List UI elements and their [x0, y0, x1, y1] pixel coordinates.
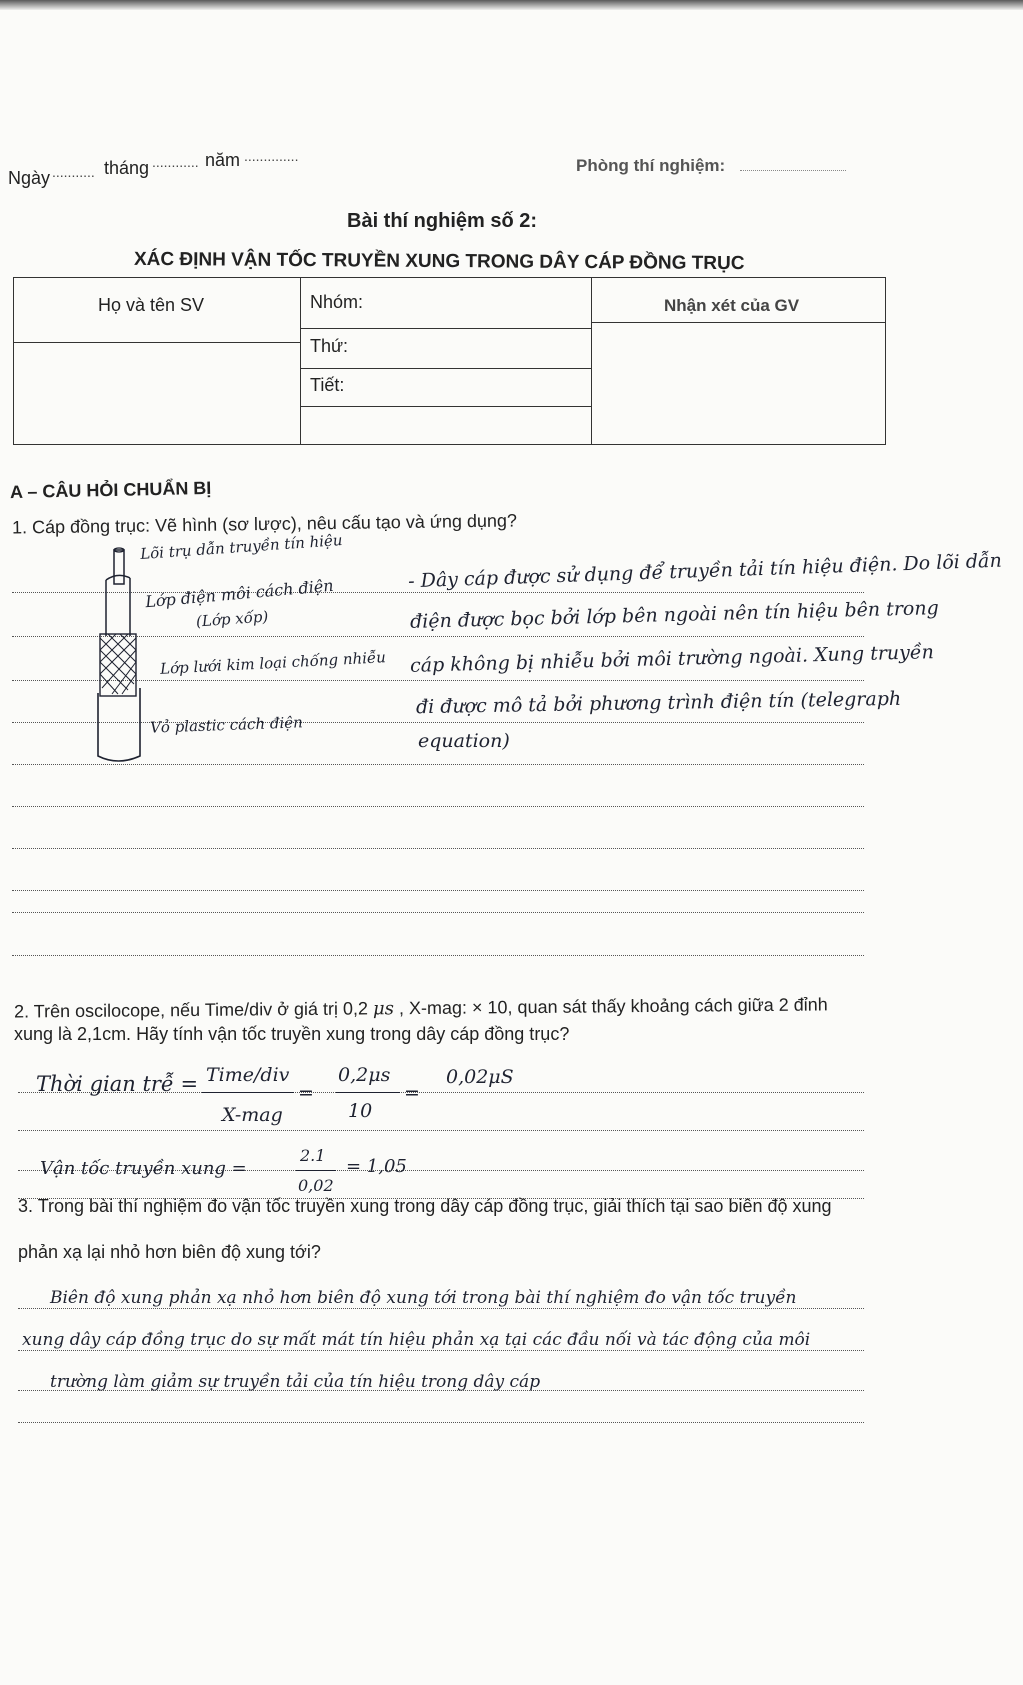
date-year-label: năm: [205, 150, 241, 170]
answer-line: [12, 848, 864, 849]
q2-result-velocity: = 1,05: [346, 1156, 407, 1177]
date-month-dots: ............: [152, 154, 199, 170]
table-rule-group: [300, 328, 591, 329]
q2-text-a: 2. Trên oscilocope, nếu Time/div ở giá trị 0,2: [13, 998, 369, 1022]
q2-unit: μs: [372, 998, 395, 1020]
lab-title: Bài thí nghiệm số 2:: [347, 210, 538, 232]
answer-line: [12, 955, 864, 956]
answer-line: [18, 1422, 864, 1423]
day-label: Thứ:: [310, 336, 349, 356]
section-a-heading: A – CÂU HỎI CHUẨN BỊ: [9, 477, 212, 503]
q2-frac3-num: 2.1: [300, 1146, 326, 1165]
student-info-table: [13, 277, 886, 445]
date-day-dots: ...........: [52, 164, 95, 180]
q2-frac1-bar: [202, 1092, 294, 1093]
date-year-dots: ..............: [244, 148, 299, 164]
table-divider-2: [591, 278, 592, 444]
table-rule-period: [300, 406, 591, 407]
q2-frac1-num: Time/div: [206, 1064, 290, 1086]
q2-frac2-num: 0,2μs: [338, 1064, 391, 1086]
question-2-line-1: [14, 994, 828, 1022]
student-name-header: Họ và tên SV: [98, 295, 205, 315]
q2-eq2: =: [404, 1082, 420, 1104]
q2-velocity-label: Vận tốc truyền xung =: [40, 1158, 247, 1179]
lab-room-label: Phòng thí nghiệm:: [576, 156, 726, 175]
cable-label-jacket: Vỏ plastic cách điện: [149, 713, 304, 737]
q2-frac1-den: X-mag: [222, 1104, 283, 1126]
q3-answer-line-2: xung dây cáp đồng trục do sự mất mát tín hiệu phản xạ tại các đầu nối và tác động của môi: [22, 1330, 811, 1350]
lab-room-dots: [740, 170, 846, 171]
q2-frac2-bar: [336, 1092, 400, 1093]
question-3-line-1: 3. Trong bài thí nghiệm đo vận tốc truyền xung trong dây cáp đồng trục, giải thích tại sao biên độ xung: [18, 1196, 832, 1216]
q2-frac3-den: 0,02: [298, 1176, 334, 1195]
answer-line: [12, 890, 864, 891]
q3-answer-line-1: Biên độ xung phản xạ nhỏ hơn biên độ xung tới trong bài thí nghiệm đo vận tốc truyền: [50, 1288, 797, 1308]
q2-result-delay: 0,02μS: [446, 1066, 514, 1088]
cable-label-dielectric: Lớp điện môi cách điện: [144, 575, 335, 612]
cable-label-foam: (Lớp xốp): [195, 607, 269, 631]
q1-answer-line-4: đi được mô tả bởi phương trình điện tín (telegraph: [415, 687, 902, 719]
q1-answer-line-2: điện được bọc bởi lớp bên ngoài nên tín hiệu bên trong: [409, 597, 939, 633]
lab-subtitle: XÁC ĐỊNH VẬN TỐC TRUYỀN XUNG TRONG DÂY CÁP ĐỒNG TRỤC: [133, 248, 745, 275]
teacher-comment-header: Nhận xét của GV: [664, 296, 800, 315]
date-day-label: Ngày: [8, 168, 51, 188]
answer-line: [12, 806, 864, 807]
cable-label-braid: Lớp lưới kim loại chống nhiễu: [159, 648, 387, 678]
date-month-label: tháng: [104, 158, 150, 178]
table-rule-name: [14, 342, 300, 343]
q1-answer-line-3: cáp không bị nhiễu bởi môi trường ngoài. Xung truyền: [409, 641, 935, 677]
group-label: Nhóm:: [310, 292, 364, 312]
question-2-line-2: xung là 2,1cm. Hãy tính vận tốc truyền xung trong dây cáp đồng trục?: [14, 1024, 570, 1044]
question-3-line-2: phản xạ lại nhỏ hơn biên độ xung tới?: [18, 1242, 321, 1262]
period-label: Tiết:: [310, 375, 345, 395]
scan-edge-shadow: [0, 0, 1023, 10]
q1-answer-line-1: - Dây cáp được sử dụng để truyền tải tín hiệu điện. Do lõi dẫn: [407, 549, 1003, 593]
q2-delay-label: Thời gian trễ =: [36, 1072, 199, 1096]
table-rule-day: [300, 368, 591, 369]
answer-line: [18, 1308, 864, 1309]
question-1: 1. Cáp đồng trục: Vẽ hình (sơ lược), nêu cấu tạo và ứng dụng?: [11, 510, 518, 538]
table-divider-1: [300, 278, 301, 444]
q2-frac2-den: 10: [348, 1100, 373, 1122]
table-rule-comment: [591, 322, 885, 323]
q2-eq1: =: [298, 1082, 314, 1104]
q1-answer-line-5: equation): [418, 730, 510, 752]
q2-frac3-bar: [296, 1170, 336, 1171]
q3-answer-line-3: trường làm giảm sự truyền tải của tín hiệu trong dây cáp: [50, 1372, 541, 1392]
answer-line: [18, 1350, 864, 1351]
answer-line: [18, 1130, 864, 1131]
q2-text-b: , X-mag: × 10, quan sát thấy khoảng cách giữa 2 đỉnh: [398, 994, 828, 1019]
answer-line: [12, 912, 864, 913]
cable-label-core: Lõi trụ dẫn truyền tín hiệu: [139, 530, 344, 564]
